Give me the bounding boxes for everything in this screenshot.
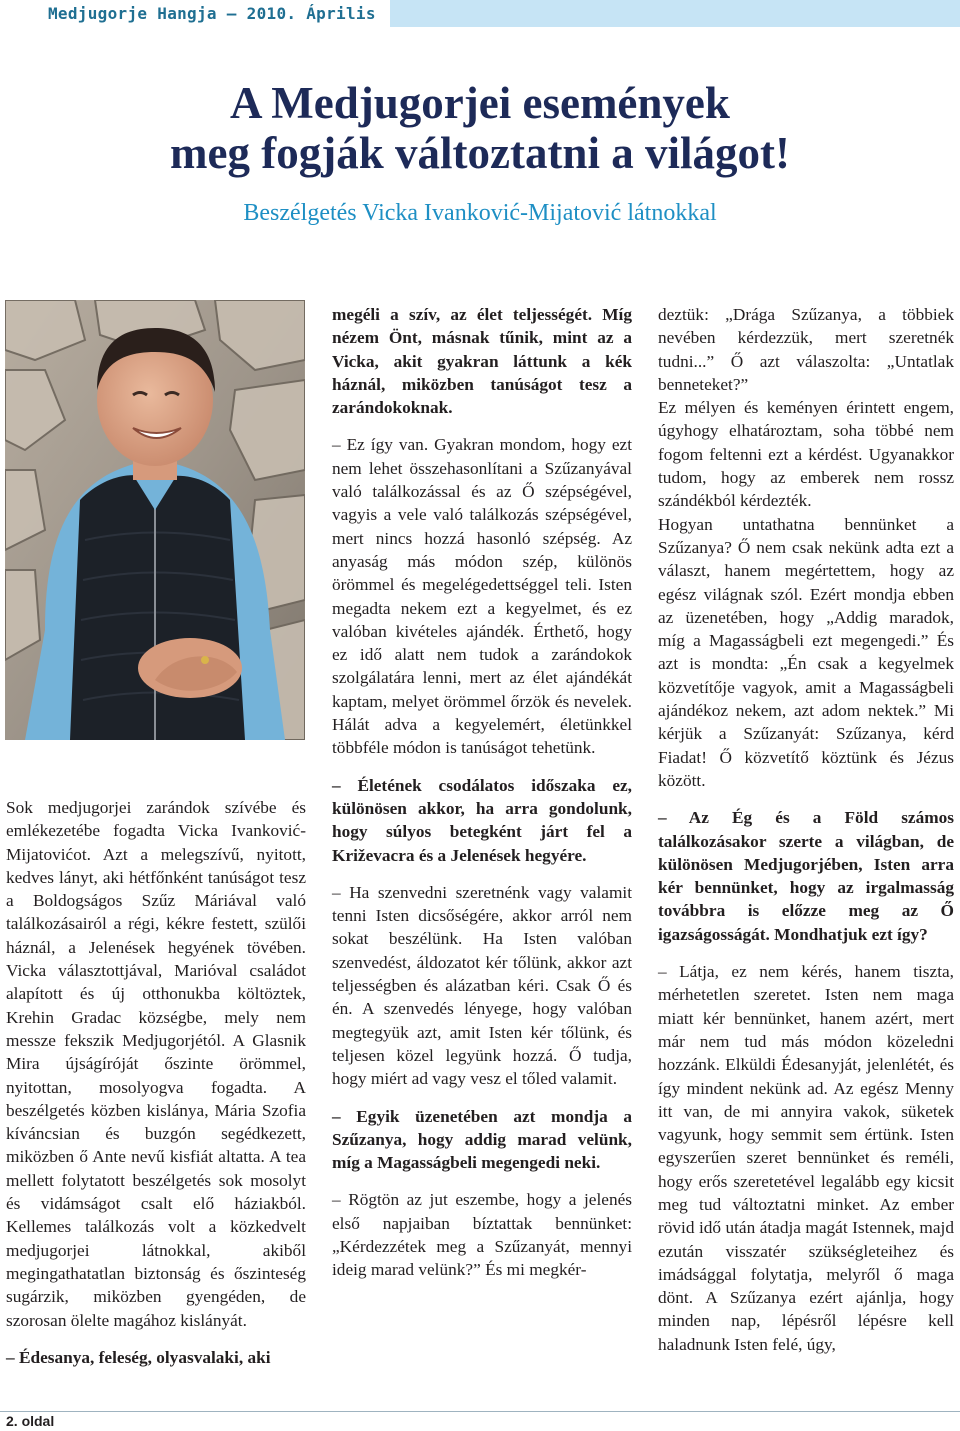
answer-4: – Látja, ez nem kérés, hanem tiszta, mérhetetlen szeretet. Isten nem maga miatt kér bennünket, hanem azért, mert már nem tud más módon közeledni hozzánk. Elküldi Édesanyját, jelenlétét, és így mindent nekünk ad. Az egész Menny itt van, de mi annyira vakok, süketek vagyunk, hogy semmit sem értünk. Isten egyszerűen szeret bennünket és reméli, hogy erős szeretetével legalább egy kicsit meg tud változtatni minket. Az ember rövid idő után átadja magát Istennek, majd ezután visszatér szükségleteihez és imádsággal folytatja, melyről ő maga dönt. A Szűzanya ezért ajánlja, hogy minden nap, lépésről lépésre kell haladnunk Isten felé, úgy, [658,962,954,1354]
answer-3: – Rögtön az jut eszembe, hogy a jelenés első napjaiban bíztattak bennünket: „Kérdezzétek meg a Szűzanyát, mennyi ideig marad velünk?” És mi megkér- [332,1190,632,1280]
article-column-1 [6,796,306,1369]
article-title-line-2: meg fogják változtatni a világot! [170,128,790,178]
article-column-2 [332,303,632,1282]
magazine-running-title: Medjugorje Hangja – 2010. Április [0,0,380,28]
answer-3-continued-1: deztük: „Drága Szűzanya, a többiek nevében kérdezzük, mert szeretnék tudni...” Ő azt válaszolta: „Untatlak benneteket?” [658,305,954,394]
question-1: – Édesanya, feleség, olyasvalaki, aki [6,1347,271,1367]
answer-3-continued-2: Ez mélyen és keményen érintett engem, úgyhogy elhatároztam, soha többé nem fogom feltenni ezt a kérdést. Ugyanakkor tudom, hogy az emberek nem rossz szándékból kérdezték. [658,398,954,511]
question-2: – Életének csodálatos időszaka ez, különösen akkor, ha arra gondolunk, hogy súlyos betegként járt fel a Križevacra és a Jelenések hegyére. [332,775,632,865]
question-4: – Az Ég és a Föld számos találkozásakor szerte a világban, de különösen Medjugorjében, Isten arra kér bennünket, hogy az irgalmasság továbbra is előzze meg az Ő igazságosságát. Mondhatjuk ezt így? [658,808,954,944]
article-subtitle: Beszélgetés Vicka Ivanković-Mijatović látnokkal [243,200,717,226]
header-accent-bar [390,0,960,27]
intro-paragraph: Sok medjugorjei zarándok szívébe és emlékezetébe fogadta Vicka Ivanković-Mijatovićot. Azt a melegszívű, nyitott, kedves lányt, aki hétfőnként tanúságot tesz a Boldogságos Szűz Máriával való találkozásairól a régi, kékre festett, szülői háznál, a Jelenések hegyének tövében. Vicka választottjával, Marióval családot alapított és új otthonukba költöztek, Krehin Gradac községbe, mely nem messze fekszik Medjugorjétól. A Glasnik Mira újságíróját őszinte örömmel, nyitottan, mosolyogva fogadta. A beszélgetés közben kislánya, Mária Szofia kíváncsian és buzgón segédkezett, miközben ő Ante nevű kisfiát altatta. A tea mellett folytatott beszélgetés sok mosolyt és vidámságot csalt elő háziakból. Kellemes találkozás volt a közkedvelt medjugorjei látnokkal, akiből megingathatatlan biztonság és őszinteség sugárzik, miközben gyengéden, de szorosan ölelte magához kislányát. [6,798,306,1330]
answer-3-continued-3: Hogyan untathatna bennünket a Szűzanya? Ő nem csak nekünk adta ezt a választ, hanem megértettem, hogy az egész világnak szól. Ezért mondja ebben az üzenetében, hogy „Addig maradok, míg a Magasságbeli ezt megengedi.” És azt is mondta: „Én csak a kegyelmek közvetítője vagyok, amit a Magasságbeli ajándékoz nekem, azt adom nektek.” Mi kérjük a Szűzanyát: Szűzanya, kérd Fiadat! Ő közvetítő köztünk és Jézus között. [658,514,954,790]
article-column-3 [658,303,954,1356]
page-footer [0,1411,960,1431]
answer-1: – Ez így van. Gyakran mondom, hogy ezt nem lehet összehasonlítani a Szűzanyával való találkozással és az Ő szépségével, vagyis a vele való találkozás szépségével, mert nincs hozzá hasonló szépség. Az anyaság más módon szép, különös örömmel és megelégedettséggel teli. Isten megadta nekem ezt a kegyelmet, és ez valóban kivételes ajándék. Érthető, hogy ez idő alatt nem tudok a zarándokok szolgálatára lenni, mert az élet ajándékát kaptam, melyet örömmel őrzök és nevelek. Hálát adva a kegyelemért, életünkkel többféle módon is tanúságot tehetünk. [332,435,632,758]
portrait-photo-icon [5,300,305,740]
article-title [0,78,960,178]
article-title-line-1: A Medjugorjei események [230,78,730,128]
question-1-continued: megéli a szív, az élet teljességét. Míg nézem Önt, másnak tűnik, mint az a Vicka, akit gyakran láttunk a kék háznál, miközben tanúságot tesz a zarándokoknak. [332,305,632,418]
page-header [0,0,960,28]
answer-2: – Ha szenvedni szeretnénk vagy valamit tenni Isten dicsőségére, akkor arról nem sokat beszélünk. Ha Isten valóban szenvedést, áldozatot kér tőlünk, akkor azt teljességben és alázatban kéri. Csak Ő és én. A szenvedés lényege, hogy valóban megtegyük azt, amit Isten kér tőlünk, és teljesen közel legyünk hozzá. Ő tudja, hogy miért ad vagy vesz el tőled valamit. [332,882,632,1089]
question-3: – Egyik üzenetében azt mondja a Szűzanya, hogy addig marad velünk, míg a Magasságbeli megengedi neki. [332,1106,632,1173]
page-number: 2. oldal [6,1413,55,1429]
